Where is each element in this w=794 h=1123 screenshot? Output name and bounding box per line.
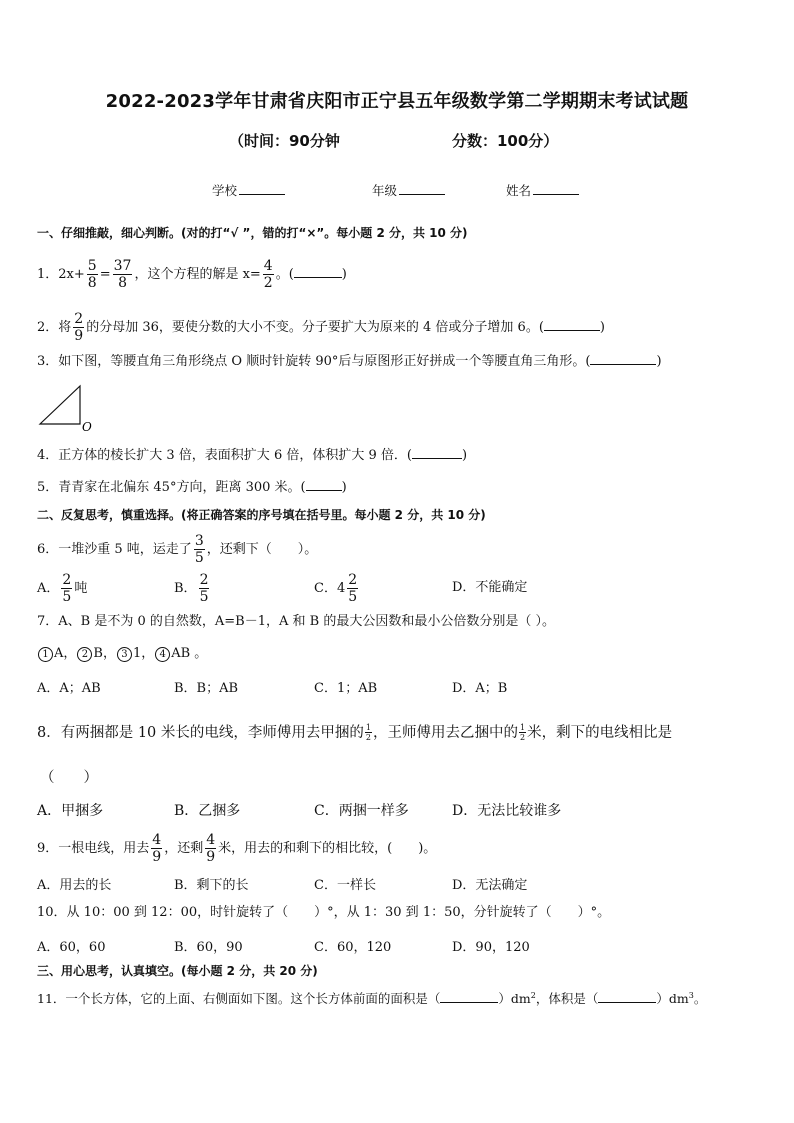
q6-c-den: 5 xyxy=(348,589,358,605)
q7-option-d[interactable]: D．A；B xyxy=(452,681,508,696)
q7-option-c[interactable]: C．1；AB xyxy=(314,681,378,696)
q6-option-c[interactable] xyxy=(314,573,360,604)
q2-pre: 将 xyxy=(58,320,72,335)
q9-option-a[interactable]: A．用去的长 xyxy=(37,878,112,893)
school-label: 学校 xyxy=(212,183,238,198)
q9-pre: 9．一根电线，用去 xyxy=(37,841,150,856)
question-9 xyxy=(37,833,436,864)
q9-f1-num: 4 xyxy=(152,832,162,848)
q6-f-den: 5 xyxy=(194,550,204,566)
question-2 xyxy=(37,312,605,343)
q6-fraction xyxy=(194,534,205,565)
question-7: 7．A、B 是不为 0 的自然数，A=B－1，A 和 B 的最大公因数和最小公倍数分别是（ ）。 xyxy=(37,614,555,629)
triangle-shape xyxy=(40,386,80,424)
q3-end: ) xyxy=(656,354,662,369)
q8-fraction-2 xyxy=(519,724,526,742)
q7-choices xyxy=(37,644,207,664)
q1-end: ) xyxy=(341,267,347,282)
q10-option-b[interactable]: B．60，90 xyxy=(174,940,243,955)
q1-f3-den: 2 xyxy=(263,275,273,291)
q8-f2-den: 2 xyxy=(520,733,526,742)
name-field xyxy=(506,181,579,199)
q7-circle-4: 4 xyxy=(155,647,170,662)
question-1 xyxy=(37,259,347,290)
q8-post: 米，剩下的电线相比是 xyxy=(527,725,673,741)
q9-f2-num: 4 xyxy=(206,832,216,848)
q11-sup-2: 3 xyxy=(688,991,694,1000)
q6-c-label: C． xyxy=(314,581,337,596)
q8-fraction-1 xyxy=(365,724,372,742)
q1-answer-blank[interactable] xyxy=(294,265,342,278)
q2-f-den: 9 xyxy=(74,328,84,344)
q6-option-d[interactable]: D．不能确定 xyxy=(452,580,528,595)
q9-option-b[interactable]: B．剩下的长 xyxy=(174,878,249,893)
question-10: 10．从 10：00 到 12：00，时针旋转了（ ）°，从 1：30 到 1：50，分针旋转了（ ）°。 xyxy=(37,905,611,920)
q6-b-label: B． xyxy=(174,581,197,596)
q2-f-num: 2 xyxy=(74,311,84,327)
q1-f3-num: 4 xyxy=(263,258,273,274)
question-3 xyxy=(37,352,662,372)
question-6 xyxy=(37,534,317,565)
q2-number: 2． xyxy=(37,320,59,335)
q11-end: 。 xyxy=(693,991,707,1007)
q8-option-d[interactable]: D．无法比较谁多 xyxy=(452,803,562,819)
q8-f1-den: 2 xyxy=(365,733,371,742)
q1-fraction-3 xyxy=(263,259,274,290)
q7-choice-3: 1， xyxy=(132,646,155,661)
q9-f2-den: 9 xyxy=(206,849,216,865)
q9-fraction-1 xyxy=(151,833,162,864)
q4-answer-blank[interactable] xyxy=(412,446,462,459)
q6-a-den: 5 xyxy=(62,589,72,605)
q8-f2-num: 1 xyxy=(520,723,526,732)
q1-f1-den: 8 xyxy=(87,275,97,291)
q11-post: ）dm xyxy=(656,991,689,1007)
q1-f2-num: 37 xyxy=(113,258,132,274)
q10-option-c[interactable]: C．60，120 xyxy=(314,940,392,955)
school-blank xyxy=(239,182,285,195)
q7-choice-1: A， xyxy=(54,646,77,661)
q2-fraction xyxy=(73,312,84,343)
q4-text: 4．正方体的棱长扩大 3 倍，表面积扩大 6 倍，体积扩大 9 倍．( xyxy=(37,448,412,463)
section-1-heading: 一、仔细推敲，细心判断。(对的打“√ ”，错的打“×”。每小题 2 分，共 10 分) xyxy=(37,226,468,240)
q7-circle-1: 1 xyxy=(38,647,53,662)
q8-f1-num: 1 xyxy=(365,723,371,732)
q8-answer-paren[interactable]: （ ） xyxy=(40,770,98,786)
q10-option-d[interactable]: D．90，120 xyxy=(452,940,530,955)
q11-volume-blank[interactable] xyxy=(598,990,656,1003)
q4-end: ) xyxy=(461,448,468,463)
q1-f2-den: 8 xyxy=(118,275,127,291)
q6-a-num: 2 xyxy=(62,572,72,588)
q7-circle-2: 2 xyxy=(77,647,92,662)
name-blank xyxy=(533,182,579,195)
q9-option-c[interactable]: C．一样长 xyxy=(314,878,376,893)
question-5 xyxy=(37,478,347,498)
q8-option-c[interactable]: C．两捆一样多 xyxy=(314,803,409,819)
q2-answer-blank[interactable] xyxy=(544,318,600,331)
q6-post: ，还剩下（ ）。 xyxy=(206,542,318,557)
q6-b-num: 2 xyxy=(199,572,209,588)
q11-area-blank[interactable] xyxy=(440,990,498,1003)
q10-option-a[interactable]: A．60，60 xyxy=(37,940,106,955)
q3-answer-blank[interactable] xyxy=(590,352,656,365)
q5-end: ) xyxy=(341,480,347,495)
q9-f1-den: 9 xyxy=(152,849,162,865)
q1-post: 。( xyxy=(275,267,294,282)
right-triangle-figure xyxy=(38,384,98,432)
q1-fraction-2 xyxy=(113,259,133,290)
q7-option-b[interactable]: B．B；AB xyxy=(174,681,239,696)
section-2-heading: 二、反复思考，慎重选择。(将正确答案的序号填在括号里。每小题 2 分，共 10 分) xyxy=(37,508,486,522)
q7-choice-2: B， xyxy=(93,646,116,661)
question-8 xyxy=(37,721,672,742)
q6-c-fraction xyxy=(347,573,358,604)
exam-time: （时间：90分钟 xyxy=(229,132,340,150)
q9-fraction-2 xyxy=(205,833,216,864)
q11-sup-1: 2 xyxy=(530,991,536,1000)
q7-option-a[interactable]: A．A；AB xyxy=(37,681,101,696)
q1-eq: = xyxy=(99,267,111,282)
q6-b-fraction xyxy=(199,573,210,604)
q6-c-int: 4 xyxy=(336,581,346,596)
q8-mid: ，王师傅用去乙捆中的 xyxy=(373,725,518,741)
q7-circle-3: 3 xyxy=(117,647,132,662)
name-label: 姓名 xyxy=(506,183,532,198)
q7-choice-4: AB 。 xyxy=(171,646,208,661)
grade-label: 年级 xyxy=(372,183,398,198)
q11-mid: ）dm xyxy=(498,991,531,1007)
q2-end: ) xyxy=(599,320,605,335)
exam-score: 分数：100分） xyxy=(452,132,559,150)
q1-pre: 2x+ xyxy=(58,267,85,282)
q6-a-fraction xyxy=(61,573,72,604)
q6-a-label: A． xyxy=(37,581,60,596)
q1-f1-num: 5 xyxy=(87,258,97,274)
q1-fraction-1 xyxy=(87,259,98,290)
q3-text: 3．如下图，等腰直角三角形绕点 O 顺时针旋转 90°后与原图形正好拼成一个等腰直角三角形。( xyxy=(37,354,591,369)
q5-answer-blank[interactable] xyxy=(306,478,342,491)
section-3-heading: 三、用心思考，认真填空。(每小题 2 分，共 20 分) xyxy=(37,964,318,978)
q9-post: 米，用去的和剩下的相比较，( )。 xyxy=(218,841,437,856)
q2-post: 的分母加 36，要使分数的大小不变。分子要扩大为原来的 4 倍或分子增加 6。( xyxy=(86,320,544,335)
q6-b-den: 5 xyxy=(199,589,209,605)
q6-f-num: 3 xyxy=(194,533,204,549)
q11-mid2: ，体积是（ xyxy=(535,991,599,1007)
q8-option-a[interactable]: A．甲捆多 xyxy=(37,803,104,819)
q6-option-b[interactable] xyxy=(174,573,211,604)
school-field xyxy=(212,181,285,199)
q8-pre: 8．有两捆都是 10 米长的电线，李师傅用去甲捆的 xyxy=(37,725,364,741)
q9-option-d[interactable]: D．无法确定 xyxy=(452,878,528,893)
q6-option-a[interactable] xyxy=(37,573,87,604)
q6-pre: 6．一堆沙重 5 吨，运走了 xyxy=(37,542,192,557)
q1-number: 1． xyxy=(37,267,59,282)
q1-mid: ，这个方程的解是 x= xyxy=(134,267,261,282)
page-title: 2022-2023学年甘肃省庆阳市正宁县五年级数学第二学期期末考试试题 xyxy=(105,91,689,112)
question-4 xyxy=(37,446,467,466)
q5-text: 5．青青家在北偏东 45°方向，距离 300 米。( xyxy=(37,480,306,495)
q9-mid: ，还剩 xyxy=(164,841,204,856)
grade-field xyxy=(372,181,445,199)
q8-option-b[interactable]: B．乙捆多 xyxy=(174,803,241,819)
q11-pre: 11．一个长方体，它的上面、右侧面如下图。这个长方体前面的面积是（ xyxy=(37,991,441,1007)
question-11 xyxy=(37,986,706,1009)
q6-a-unit: 吨 xyxy=(74,581,88,596)
point-o-label: O xyxy=(82,420,92,432)
grade-blank xyxy=(399,182,445,195)
q6-c-num: 2 xyxy=(348,572,358,588)
